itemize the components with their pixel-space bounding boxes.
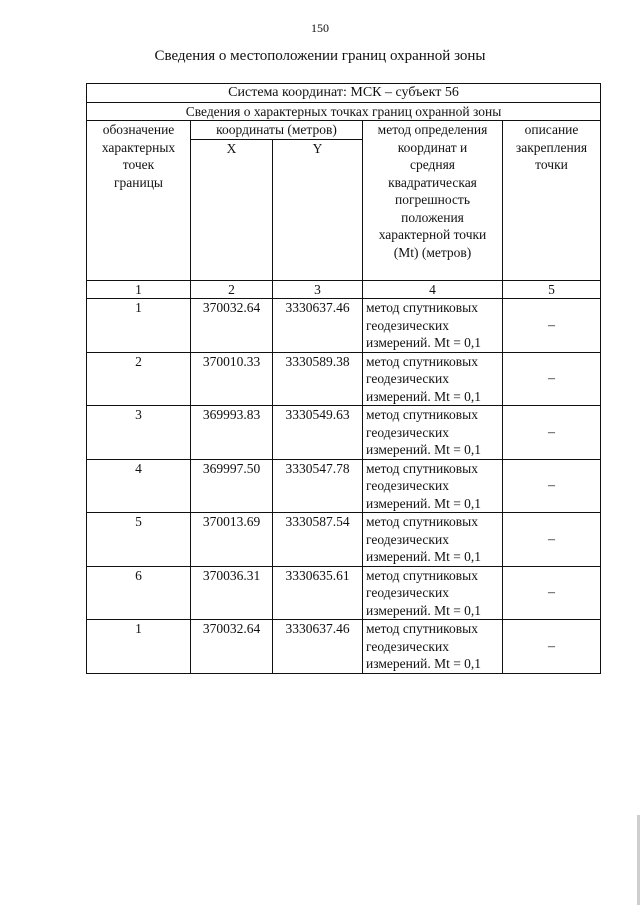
- cell-method: [363, 406, 503, 460]
- cell-line: геодезических: [366, 531, 449, 547]
- table-row: [87, 406, 601, 460]
- cell-line: метод спутниковых: [366, 514, 478, 529]
- cell-line: измерений. Mt = 0,1: [366, 656, 482, 671]
- table-row: [87, 620, 601, 674]
- cell-line: метод спутниковых: [366, 353, 478, 369]
- cell-line: метод спутниковых: [366, 407, 478, 422]
- cell-x: 370032.64: [191, 620, 273, 674]
- cell-y: 3330549.63: [273, 406, 363, 460]
- cell-x: 370010.33: [191, 352, 273, 406]
- cell-description: –: [503, 459, 601, 513]
- cell-y: 3330637.46: [273, 620, 363, 674]
- cell-point: 1: [87, 299, 191, 353]
- cell-x: 370036.31: [191, 566, 273, 620]
- cell-y: 3330635.61: [273, 566, 363, 620]
- cell-method: [363, 566, 503, 620]
- document-title: Сведения о местоположении границ охранной зоны: [154, 48, 486, 64]
- cell-description: –: [503, 620, 601, 674]
- column-number: 4: [363, 280, 503, 299]
- cell-point: 6: [87, 566, 191, 620]
- cell-line: метод спутниковых: [366, 621, 478, 636]
- cell-line: координат и: [397, 139, 468, 155]
- cell-point: 4: [87, 459, 191, 513]
- header-coordinates: координаты (метров): [191, 121, 363, 140]
- cell-line: измерений. Mt = 0,1: [366, 442, 482, 457]
- table-row: [87, 566, 601, 620]
- table-row: [87, 299, 601, 353]
- cell-point: 2: [87, 352, 191, 406]
- cell-line: измерений. Mt = 0,1: [366, 602, 482, 618]
- cell-line: закрепления: [515, 139, 588, 155]
- cell-line: геодезических: [366, 317, 449, 333]
- column-number: 1: [87, 280, 191, 299]
- table-row: [87, 513, 601, 567]
- cell-line: метод спутниковых: [366, 300, 478, 315]
- cell-method: [363, 299, 503, 353]
- cell-description: –: [503, 513, 601, 567]
- cell-line: измерений. Mt = 0,1: [366, 335, 482, 350]
- cell-method: [363, 620, 503, 674]
- column-number: 2: [191, 280, 273, 299]
- cell-line: описание: [524, 122, 579, 137]
- cell-line: геодезических: [366, 424, 449, 440]
- cell-line: точек: [122, 157, 155, 172]
- table-row: [87, 352, 601, 406]
- header-y: Y: [273, 139, 363, 280]
- cell-method: [363, 352, 503, 406]
- cell-line: метод определения: [377, 122, 488, 137]
- cell-point: 1: [87, 620, 191, 674]
- cell-line: обозначение: [102, 122, 175, 137]
- cell-description: –: [503, 406, 601, 460]
- column-number: 5: [503, 280, 601, 299]
- cell-line: квадратическая: [388, 174, 477, 190]
- cell-x: 370032.64: [191, 299, 273, 353]
- header-description: [503, 121, 601, 281]
- page-number: 150: [311, 21, 329, 35]
- cell-description: –: [503, 299, 601, 353]
- cell-line: погрешность: [394, 192, 470, 207]
- cell-line: средняя: [409, 157, 456, 172]
- cell-x: 369997.50: [191, 459, 273, 513]
- cell-line: характерной точки: [378, 227, 487, 242]
- cell-line: геодезических: [366, 638, 449, 654]
- cell-y: 3330547.78: [273, 459, 363, 513]
- cell-line: геодезических: [366, 478, 449, 493]
- column-number: 3: [273, 280, 363, 299]
- cell-method: [363, 459, 503, 513]
- section-caption-cell: Сведения о характерных точках границ охранной зоны: [87, 102, 601, 121]
- cell-point: 5: [87, 513, 191, 567]
- cell-point: 3: [87, 406, 191, 460]
- header-x: X: [191, 139, 273, 280]
- coordinate-system-cell: Система координат: МСК – субъект 56: [87, 84, 601, 103]
- cell-description: –: [503, 566, 601, 620]
- cell-line: положения: [401, 209, 464, 225]
- cell-y: 3330587.54: [273, 513, 363, 567]
- cell-line: границы: [113, 174, 164, 190]
- cell-x: 369993.83: [191, 406, 273, 460]
- cell-x: 370013.69: [191, 513, 273, 567]
- header-point-designation: [87, 121, 191, 281]
- cell-method: [363, 513, 503, 567]
- column-numbers-row: [87, 280, 601, 299]
- cell-line: характерных: [101, 139, 176, 155]
- cell-description: –: [503, 352, 601, 406]
- table-row: [87, 459, 601, 513]
- boundary-points-table: [86, 83, 601, 674]
- cell-line: геодезических: [366, 585, 449, 600]
- header-method: [363, 121, 503, 281]
- cell-line: метод спутниковых: [366, 460, 478, 476]
- cell-line: измерений. Mt = 0,1: [366, 495, 482, 511]
- cell-line: измерений. Mt = 0,1: [366, 549, 482, 564]
- cell-line: метод спутниковых: [366, 567, 478, 583]
- cell-line: (Mt) (метров): [393, 244, 472, 260]
- cell-y: 3330589.38: [273, 352, 363, 406]
- cell-line: точки: [535, 157, 568, 172]
- cell-y: 3330637.46: [273, 299, 363, 353]
- cell-line: измерений. Mt = 0,1: [366, 388, 482, 404]
- cell-line: геодезических: [366, 371, 449, 386]
